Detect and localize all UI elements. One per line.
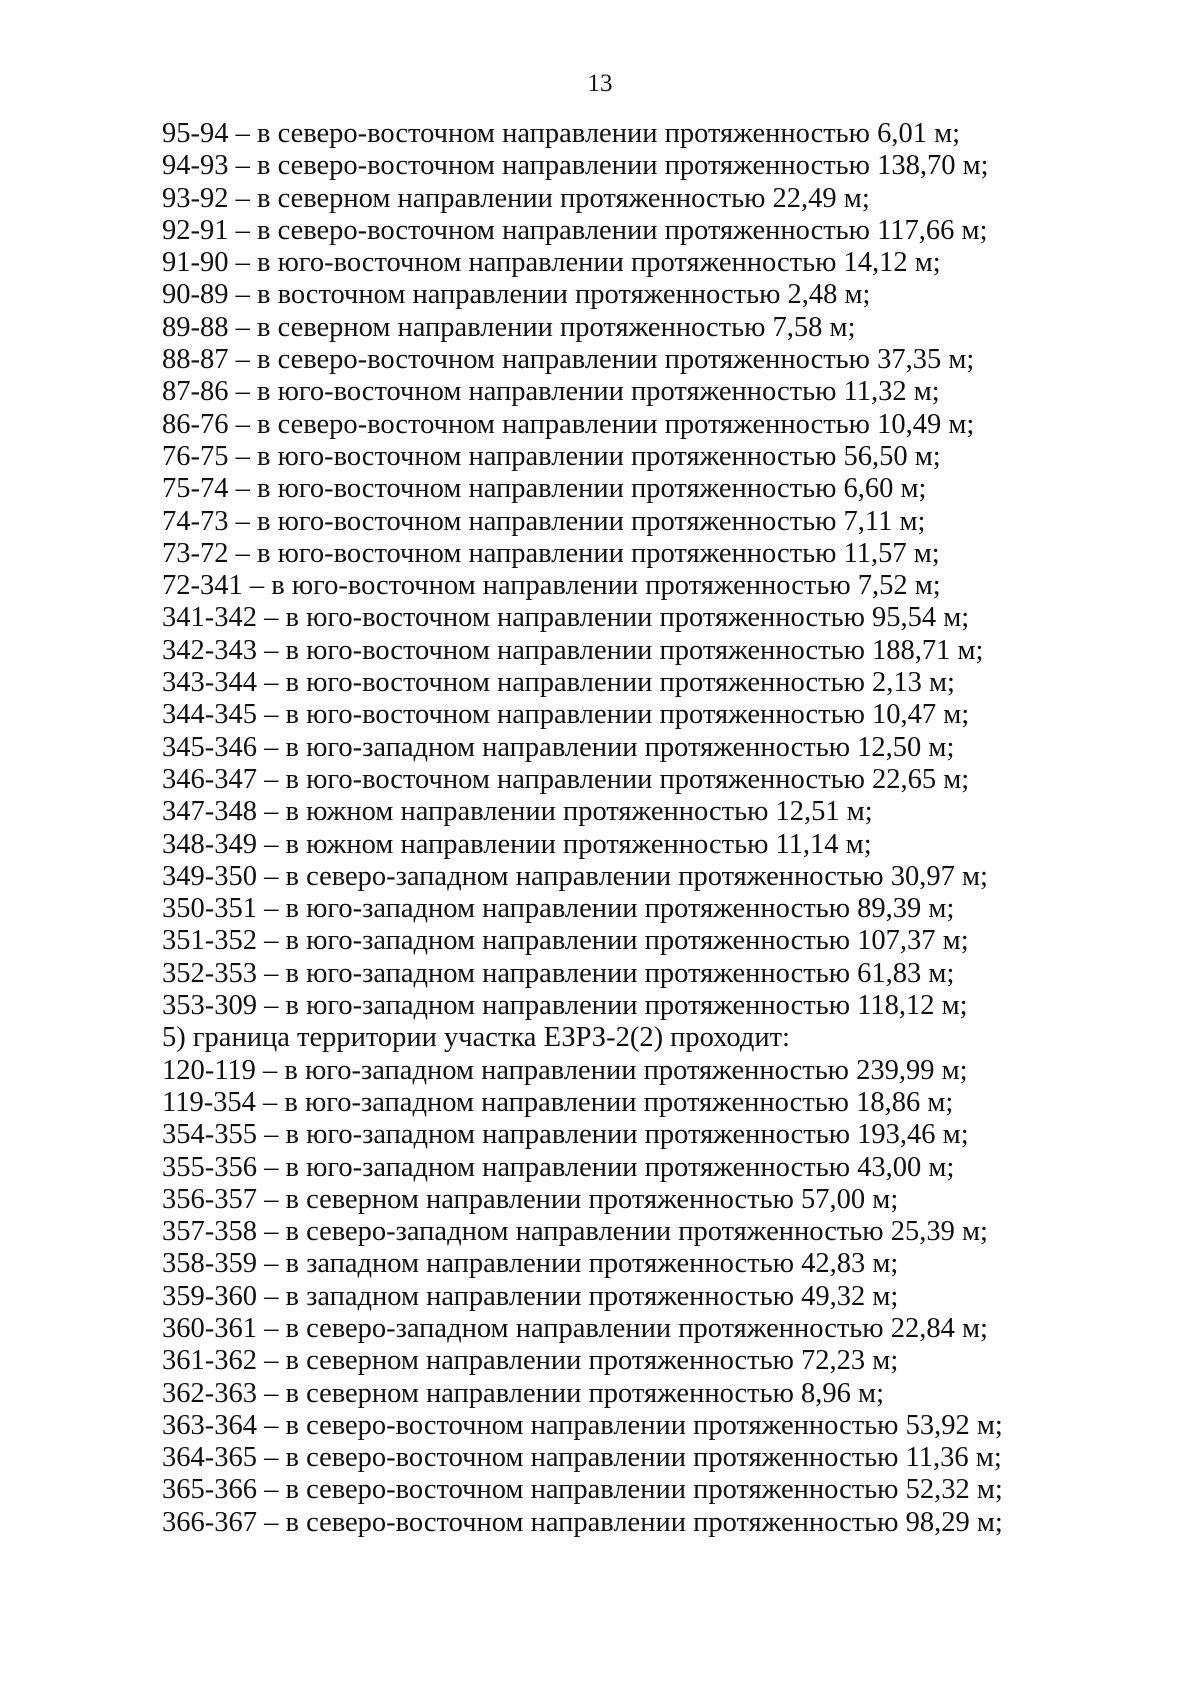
boundary-line: 346-347 – в юго-восточном направлении протяженностью 22,65 м; <box>162 763 970 795</box>
boundary-line: 90-89 – в восточном направлении протяженностью 2,48 м; <box>162 279 871 311</box>
boundary-line: 87-86 – в юго-восточном направлении протяженностью 11,32 м; <box>162 376 940 408</box>
boundary-line: 342-343 – в юго-восточном направлении протяженностью 188,71 м; <box>162 634 984 666</box>
section-heading: 5) граница территории участка ЕЗРЗ-2(2) проходит: <box>162 1022 790 1054</box>
boundary-line: 362-363 – в северном направлении протяженностью 8,96 м; <box>162 1377 885 1409</box>
boundary-line: 355-356 – в юго-западном направлении протяженностью 43,00 м; <box>162 1151 955 1183</box>
boundary-line: 73-72 – в юго-восточном направлении протяженностью 11,57 м; <box>162 537 940 569</box>
boundary-description <box>162 118 1172 1539</box>
boundary-line: 365-366 – в северо-восточном направлении протяженностью 52,32 м; <box>162 1474 1003 1506</box>
boundary-line: 364-365 – в северо-восточном направлении протяженностью 11,36 м; <box>162 1442 1002 1474</box>
boundary-line: 353-309 – в юго-западном направлении протяженностью 118,12 м; <box>162 990 968 1022</box>
boundary-line: 91-90 – в юго-восточном направлении протяженностью 14,12 м; <box>162 247 941 279</box>
boundary-line: 341-342 – в юго-восточном направлении протяженностью 95,54 м; <box>162 602 970 634</box>
boundary-line: 86-76 – в северо-восточном направлении протяженностью 10,49 м; <box>162 408 975 440</box>
boundary-line: 354-355 – в юго-западном направлении протяженностью 193,46 м; <box>162 1119 969 1151</box>
boundary-line: 347-348 – в южном направлении протяженностью 12,51 м; <box>162 796 873 828</box>
page-number: 13 <box>587 70 613 97</box>
boundary-line: 120-119 – в юго-западном направлении протяженностью 239,99 м; <box>162 1054 968 1086</box>
boundary-line: 363-364 – в северо-восточном направлении протяженностью 53,92 м; <box>162 1409 1003 1441</box>
boundary-line: 349-350 – в северо-западном направлении протяженностью 30,97 м; <box>162 860 988 892</box>
boundary-line: 75-74 – в юго-восточном направлении протяженностью 6,60 м; <box>162 473 927 505</box>
boundary-line: 89-88 – в северном направлении протяженностью 7,58 м; <box>162 311 856 343</box>
boundary-line: 95-94 – в северо-восточном направлении протяженностью 6,01 м; <box>162 118 961 149</box>
boundary-line: 92-91 – в северо-восточном направлении протяженностью 117,66 м; <box>162 214 988 246</box>
boundary-line: 348-349 – в южном направлении протяженностью 11,14 м; <box>162 828 872 860</box>
boundary-line: 357-358 – в северо-западном направлении протяженностью 25,39 м; <box>162 1216 988 1248</box>
boundary-line: 343-344 – в юго-восточном направлении протяженностью 2,13 м; <box>162 667 955 699</box>
boundary-line: 88-87 – в северо-восточном направлении протяженностью 37,35 м; <box>162 344 975 376</box>
boundary-line: 351-352 – в юго-западном направлении протяженностью 107,37 м; <box>162 925 969 957</box>
boundary-line: 76-75 – в юго-восточном направлении протяженностью 56,50 м; <box>162 440 941 472</box>
boundary-line: 366-367 – в северо-восточном направлении протяженностью 98,29 м; <box>162 1506 1003 1538</box>
boundary-line: 345-346 – в юго-западном направлении протяженностью 12,50 м; <box>162 731 955 763</box>
boundary-line: 361-362 – в северном направлении протяженностью 72,23 м; <box>162 1345 899 1377</box>
boundary-line: 93-92 – в северном направлении протяженностью 22,49 м; <box>162 182 870 214</box>
boundary-line: 360-361 – в северо-западном направлении протяженностью 22,84 м; <box>162 1312 988 1344</box>
boundary-line: 72-341 – в юго-восточном направлении протяженностью 7,52 м; <box>162 570 941 602</box>
boundary-line: 358-359 – в западном направлении протяженностью 42,83 м; <box>162 1248 899 1280</box>
boundary-line: 94-93 – в северо-восточном направлении протяженностью 138,70 м; <box>162 150 989 182</box>
boundary-line: 356-357 – в северном направлении протяженностью 57,00 м; <box>162 1183 899 1215</box>
boundary-line: 344-345 – в юго-восточном направлении протяженностью 10,47 м; <box>162 699 970 731</box>
boundary-line: 350-351 – в юго-западном направлении протяженностью 89,39 м; <box>162 893 955 925</box>
boundary-line: 359-360 – в западном направлении протяженностью 49,32 м; <box>162 1280 899 1312</box>
boundary-line: 119-354 – в юго-западном направлении протяженностью 18,86 м; <box>162 1086 954 1118</box>
boundary-line: 352-353 – в юго-западном направлении протяженностью 61,83 м; <box>162 957 955 989</box>
boundary-line: 74-73 – в юго-восточном направлении протяженностью 7,11 м; <box>162 505 926 537</box>
